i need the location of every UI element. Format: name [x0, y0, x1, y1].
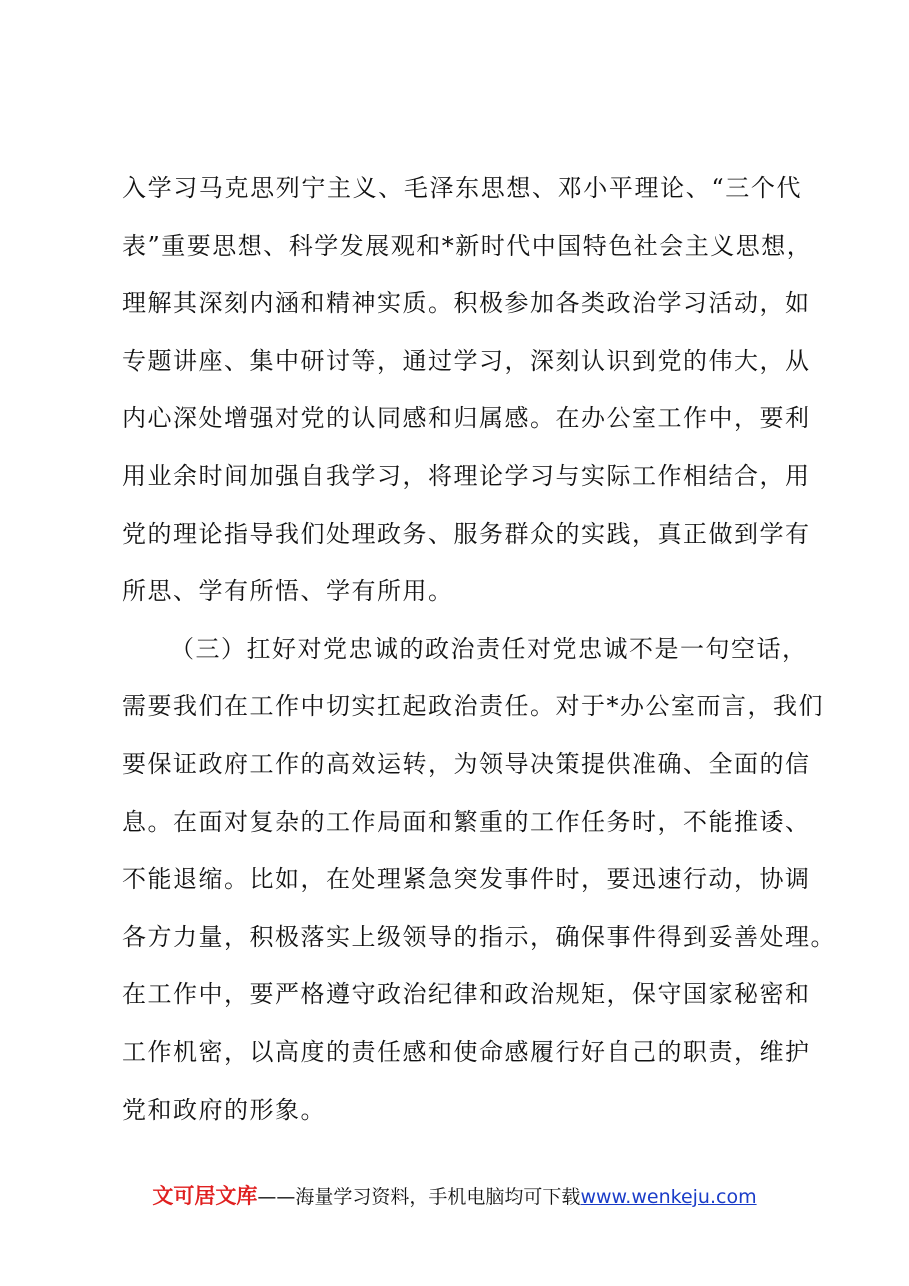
body-line: 内心深处增强对党的认同感和归属感。在办公室工作中，要利	[122, 404, 811, 433]
body-line: 用业余时间加强自我学习，将理论学习与实际工作相结合，用	[122, 461, 811, 490]
body-line: 要保证政府工作的高效运转，为领导决策提供准确、全面的信	[122, 749, 811, 778]
body-line: 表”重要思想、科学发展观和*新时代中国特色社会主义思想，	[122, 231, 813, 260]
page-footer	[0, 1180, 909, 1210]
body-line: 在工作中，要严格遵守政治纪律和政治规矩，保守国家秘密和	[122, 980, 811, 1009]
body-line: 各方力量，积极落实上级领导的指示，确保事件得到妥善处理。	[122, 922, 836, 951]
footer-brand: 文可居文库	[152, 1184, 258, 1208]
document-body	[122, 160, 836, 1139]
body-line: 需要我们在工作中切实扛起政治责任。对于*办公室而言，我们	[122, 692, 824, 721]
body-line: 党和政府的形象。	[122, 1095, 326, 1124]
body-line: 不能退缩。比如，在处理紧急突发事件时，要迅速行动，协调	[122, 865, 811, 894]
body-line: 理解其深刻内涵和精神实质。积极参加各类政治学习活动，如	[122, 289, 811, 318]
body-line: 息。在面对复杂的工作局面和繁重的工作任务时，不能推诿、	[122, 807, 811, 836]
body-line: 入学习马克思列宁主义、毛泽东思想、邓小平理论、“三个代	[122, 174, 802, 202]
body-line: 专题讲座、集中研讨等，通过学习，深刻认识到党的伟大，从	[122, 346, 811, 375]
body-line: 工作机密，以高度的责任感和使命感履行好自己的职责，维护	[122, 1037, 811, 1066]
body-line: 所思、学有所悟、学有所用。	[122, 577, 454, 606]
body-line: 党的理论指导我们处理政务、服务群众的实践，真正做到学有	[122, 519, 811, 548]
footer-website-link[interactable]: www.wenkeju.com	[580, 1186, 757, 1208]
section-heading-line: （三）扛好对党忠诚的政治责任对党忠诚不是一句空话，	[170, 634, 808, 663]
footer-tagline: ——海量学习资料，手机电脑均可下载	[257, 1186, 581, 1208]
